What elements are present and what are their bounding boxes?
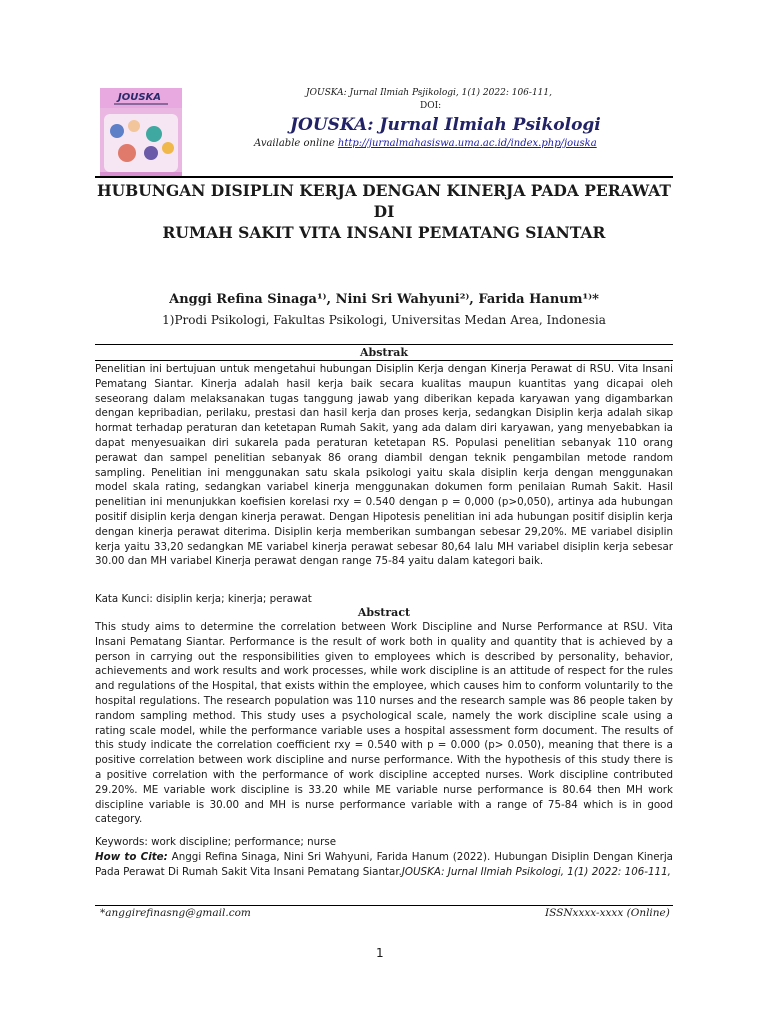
kata-kunci: Kata Kunci: disiplin kerja; kinerja; perawat xyxy=(95,593,312,605)
page-number: 1 xyxy=(376,946,384,960)
how-to-cite-label: How to Cite: xyxy=(95,851,168,863)
header-divider xyxy=(95,176,673,178)
paper-title-line-1: HUBUNGAN DISIPLIN KERJA DENGAN KINERJA PADA PERAWAT DI xyxy=(97,181,671,221)
available-online xyxy=(254,138,597,149)
journal-url-link[interactable]: http://jurnalmahasiswa.uma.ac.id/index.php/jouska xyxy=(337,138,597,149)
cover-logo: JOUSKA xyxy=(118,92,162,103)
doi-label: DOI: xyxy=(420,101,442,111)
corresponding-email: *anggirefinasng@gmail.com xyxy=(100,907,251,919)
how-to-cite-text: Anggi Refina Sinaga, Nini Sri Wahyuni, Farida Hanum (2022). Hubungan Disiplin Dengan Kinerja Pada Perawat Di Rumah Sakit Vita Insani Pematang Siantar. xyxy=(95,851,673,878)
how-to-cite xyxy=(95,850,673,880)
authors: Anggi Refina Sinaga¹⁾, Nini Sri Wahyuni²⁾, Farida Hanum¹⁾* xyxy=(169,292,599,307)
available-label: Available online xyxy=(254,138,335,149)
abstrak-top-divider xyxy=(95,344,673,345)
abstrak-heading: Abstrak xyxy=(359,346,409,359)
abstrak-body: Penelitian ini bertujuan untuk mengetahui hubungan Disiplin Kerja dengan Kinerja Perawat di RSU. Vita Insani Pematang Siantar. Kinerja adalah hasil kerja baik secara kualitas maupun kuantitas yang dicapai oleh seseorang dalam melaksanakan tugas tanggung jawab yang diberikan kepada karyawan yang digambarkan dengan kepribadian, perilaku, prestasi dan hasil kerja dan proses kerja, sedangkan Disiplin kerja adalah sikap hormat terhadap peraturan dan ketetapan Rumah Sakit, yang ada dalam diri karyawan, yang menyebabkan ia dapat menyesuaikan diri sukarela pada peraturan ketetapan RS. Populasi penelitian sebanyak 110 orang perawat dan sampel penelitian sebanyak 86 orang diambil dengan teknik pengambilan metode random sampling. Penelitian ini menggunakan satu skala psikologi yaitu skala disiplin kerja dengan menggunakan model skala rating, sedangkan variabel kinerja menggunakan dokumen form penilaian Rumah Sakit. Hasil penelitian ini menunjukkan koefisien korelasi rxy = 0.540 dengan p = 0,000 (p>0,050), artinya ada hubungan positif disiplin kerja dengan kinerja perawat. Dengan Hipotesis penelitian ini ada hubungan positif disiplin kerja dengan kinerja perawat diterima. Disiplin kerja memberikan sumbangan sebesar 29,20%. ME variabel disiplin kerja yaitu 33,20 sedangkan ME variabel kinerja perawat sebesar 80,64 lalu MH variabel disiplin kerja sebesar 30.00 dan MH variabel Kinerja perawat dengan range 75-84 yaitu dalam kategori baik. xyxy=(95,363,673,568)
affiliation: 1)Prodi Psikologi, Fakultas Psikologi, Universitas Medan Area, Indonesia xyxy=(162,313,606,327)
abstract-heading: Abstract xyxy=(357,606,411,619)
journal-title: JOUSKA: Jurnal Ilmiah Psikologi xyxy=(290,115,601,135)
how-to-cite-journal: JOUSKA: Jurnal Ilmiah Psikologi, 1(1) 2022: 106-111, xyxy=(401,865,671,878)
issn: ISSNxxxx-xxxx (Online) xyxy=(545,907,670,919)
footer-divider xyxy=(95,905,673,906)
keywords: Keywords: work discipline; performance; nurse xyxy=(95,836,337,848)
journal-cover-image xyxy=(100,88,182,178)
paper-title xyxy=(95,180,673,243)
journal-citation: JOUSKA: Jurnal Ilmiah Psjikologi, 1(1) 2022: 106-111, xyxy=(306,88,552,98)
paper-title-line-2: RUMAH SAKIT VITA INSANI PEMATANG SIANTAR xyxy=(162,223,606,242)
abstrak-bottom-divider xyxy=(95,360,673,361)
abstract-body: This study aims to determine the correlation between Work Discipline and Nurse Performance at RSU. Vita Insani Pematang Siantar. Performance is the result of work both in quality and quantity that is achieved by a person in carrying out the responsibilities given to employees which is described by personality, behavior, achievements and work results and work processes, while work discipline is an attitude of respect for the rules and regulations of the Hospital, that exists within the employee, which causes him to conform voluntarily to the hospital regulations. The research population was 110 nurses and the research sample was 86 people taken by random sampling method. This study uses a psychological scale, namely the work discipline scale using a rating scale model, while the performance variable uses a hospital assessment form document. The results of this study indicate the correlation coefficient rxy = 0.540 with p = 0.000 (p> 0.050), meaning that there is a positive correlation between work discipline and nurse performance. With the hypothesis of this study there is a positive correlation with the performance of work discipline accepted nurses. Work discipline contributed 29.20%. ME variable work discipline is 33.20 while ME variable nurse performance is 80.64 then MH work discipline variable is 30.00 and MH is nurse performance variable with a range of 75-84 which is in good category. xyxy=(95,621,673,826)
